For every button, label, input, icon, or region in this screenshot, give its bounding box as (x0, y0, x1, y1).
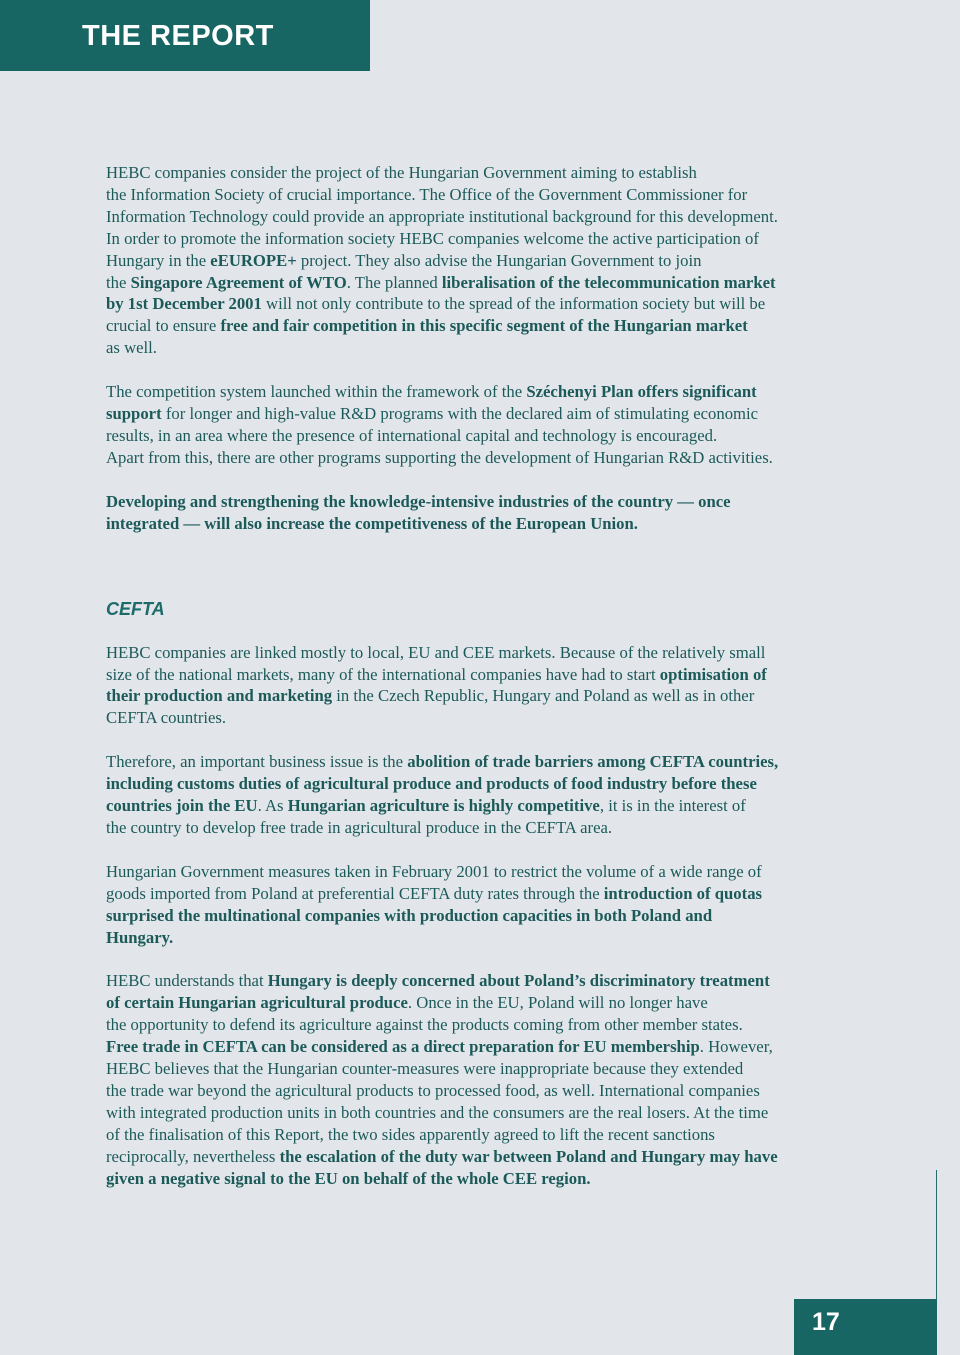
text-line (106, 337, 866, 359)
paragraph-szechenyi-plan (106, 381, 866, 469)
bold-text: their production and marketing (106, 686, 333, 706)
text-run: Hungarian Government measures taken in February 2001 to restrict the volume of a wide range of (106, 861, 762, 881)
text-run: HEBC believes that the Hungarian counter-measures were inappropriate because they extended (106, 1059, 744, 1079)
text-run: The competition system launched within the framework of the (106, 382, 527, 402)
text-line (106, 1080, 866, 1102)
text-run: of the finalisation of this Report, the two sides apparently agreed to lift the recent sanctions (106, 1124, 715, 1144)
text-run: with integrated production units in both countries and the consumers are the real losers. At the time (106, 1102, 769, 1122)
text-run: HEBC companies consider the project of the Hungarian Government aiming to establish (106, 163, 697, 182)
bold-text: by 1st December 2001 (106, 294, 262, 314)
bold-text: the escalation of the duty war between Poland and Hungary may have (279, 1146, 778, 1166)
text-line (106, 927, 866, 949)
text-line (106, 642, 866, 664)
header-bar (0, 0, 370, 71)
text-line (106, 751, 866, 773)
text-run: Hungary in the (106, 250, 211, 270)
bold-text: Széchenyi Plan offers significant (526, 382, 757, 402)
text-run: In order to promote the information society HEBC companies welcome the active participation of (106, 228, 759, 248)
text-run: project. They also advise the Hungarian Government to join (296, 250, 702, 270)
text-run: reciprocally, nevertheless (106, 1146, 280, 1166)
text-line (106, 1146, 866, 1168)
text-run: will not only contribute to the spread of the information society but will be (261, 294, 766, 314)
bold-text: Free trade in CEFTA can be considered as a direct preparation for EU membership (106, 1037, 700, 1057)
bold-text: Singapore Agreement of WTO (130, 272, 347, 292)
text-line (106, 513, 866, 535)
text-line (106, 403, 866, 425)
bold-text: eEUROPE+ (210, 250, 297, 270)
text-run: the Information Society of crucial importance. The Office of the Government Commissioner for (106, 184, 748, 204)
text-run: results, in an area where the presence of international capital and technology is encouraged. (106, 425, 718, 445)
bold-text: given a negative signal to the EU on behalf of the whole CEE region. (106, 1168, 591, 1188)
text-run: as well. (106, 338, 157, 358)
page-title: THE REPORT (82, 20, 274, 52)
paragraph-trade-barriers (106, 751, 866, 839)
section-heading-cefta: CEFTA (106, 598, 165, 619)
text-run: . However, (699, 1037, 773, 1057)
text-line (106, 1058, 866, 1080)
text-run: goods imported from Poland at preferential CEFTA duty rates through the (106, 883, 604, 903)
bold-text: integrated — will also increase the competitiveness of the European Union. (106, 513, 638, 533)
bold-text: introduction of quotas (603, 883, 763, 903)
text-line (106, 1124, 866, 1146)
text-run: Apart from this, there are other programs supporting the development of Hungarian R&D activities. (106, 447, 773, 467)
report-content (106, 162, 866, 1212)
text-line (106, 861, 866, 883)
paragraph-duty-war (106, 970, 866, 1189)
text-line (106, 883, 866, 905)
bold-text: Hungary. (106, 927, 174, 947)
text-line (106, 970, 866, 992)
text-line (106, 293, 866, 315)
text-run: for longer and high-value R&D programs with the declared aim of stimulating economic (161, 404, 759, 424)
text-line (106, 250, 866, 272)
vertical-rule (936, 1170, 937, 1300)
text-line (106, 1014, 866, 1036)
text-run: CEFTA countries. (106, 708, 227, 728)
text-run: in the Czech Republic, Hungary and Poland as well as in other (332, 686, 755, 706)
bold-text: abolition of trade barriers among CEFTA countries, (407, 752, 779, 772)
text-line (106, 817, 866, 839)
bold-text: surprised the multinational companies with production capacities in both Poland and (106, 905, 713, 925)
bold-text: including customs duties of agricultural produce and products of food industry before these (106, 774, 757, 794)
text-run: size of the national markets, many of the international companies have had to start (106, 664, 660, 684)
text-line (106, 795, 866, 817)
text-line (106, 206, 866, 228)
text-run: . Once in the EU, Poland will no longer have (407, 993, 708, 1013)
text-run: Therefore, an important business issue is the (106, 752, 408, 772)
text-line (106, 1036, 866, 1058)
paragraph-cefta-markets (106, 642, 866, 730)
text-line (106, 447, 866, 469)
text-run: the trade war beyond the agricultural products to processed food, as well. International companies (106, 1081, 760, 1100)
bold-text: optimisation of (659, 664, 767, 684)
bold-text: support (106, 404, 162, 424)
text-line (106, 425, 866, 447)
text-line (106, 773, 866, 795)
text-line (106, 315, 866, 337)
text-line (106, 664, 866, 686)
text-run: , it is in the interest of (599, 796, 746, 816)
paragraph-information-society (106, 162, 866, 359)
bold-text: free and fair competition in this specific segment of the Hungarian market (220, 316, 748, 336)
text-run: the (106, 272, 131, 292)
text-line (106, 162, 866, 184)
text-line (106, 685, 866, 707)
text-run: . The planned (346, 272, 442, 292)
paragraph-government-quotas (106, 861, 866, 949)
text-line (106, 381, 866, 403)
text-line (106, 1168, 866, 1190)
text-line (106, 905, 866, 927)
page-number: 17 (812, 1308, 840, 1336)
text-line (106, 184, 866, 206)
text-run: the opportunity to defend its agriculture against the products coming from other member states. (106, 1015, 743, 1035)
bold-text: Hungary is deeply concerned about Poland’s discriminatory treatment (267, 971, 770, 991)
text-run: . As (257, 796, 288, 816)
text-run: Information Technology could provide an appropriate institutional background for this development. (106, 206, 778, 226)
text-line (106, 272, 866, 294)
text-run: crucial to ensure (106, 316, 221, 336)
text-run: HEBC understands that (106, 971, 268, 991)
text-line (106, 707, 866, 729)
text-run: the country to develop free trade in agricultural produce in the CEFTA area. (106, 817, 613, 837)
bold-text: Developing and strengthening the knowledge-intensive industries of the country — once (106, 491, 731, 511)
bold-text: countries join the EU (106, 796, 258, 816)
text-line (106, 1102, 866, 1124)
text-run: HEBC companies are linked mostly to local, EU and CEE markets. Because of the relatively small (106, 642, 766, 662)
text-line (106, 491, 866, 513)
bold-text: of certain Hungarian agricultural produce (106, 993, 408, 1013)
bold-text: liberalisation of the telecommunication market (441, 272, 776, 292)
text-line (106, 228, 866, 250)
bold-text: Hungarian agriculture is highly competitive (287, 796, 600, 816)
text-line (106, 992, 866, 1014)
paragraph-knowledge-industries (106, 491, 866, 535)
